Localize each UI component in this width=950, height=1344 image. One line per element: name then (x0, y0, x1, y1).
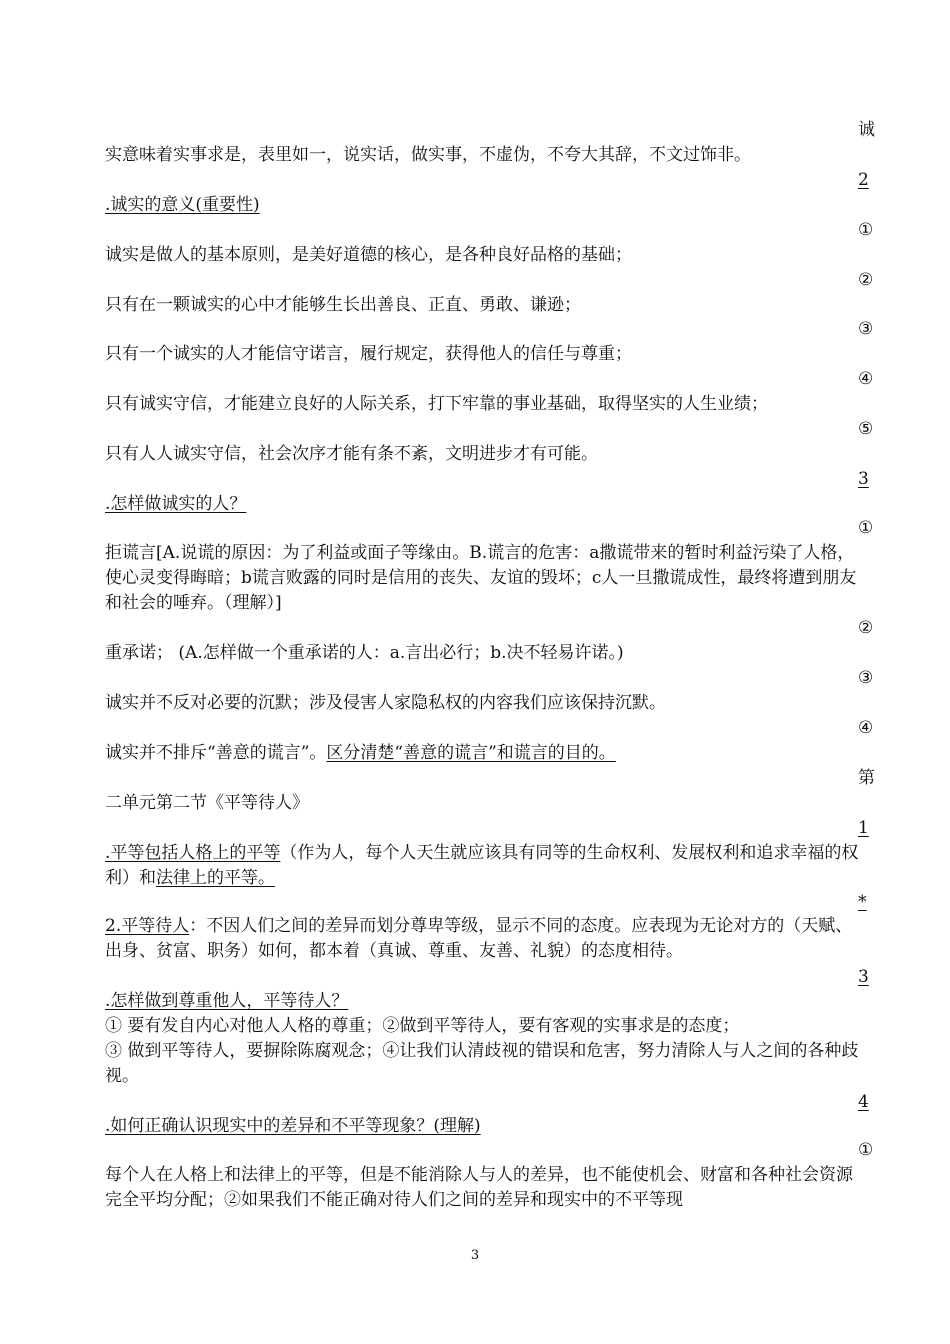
heading-how: .怎样做诚实的人？ (105, 494, 247, 514)
text-segment: 诚实并不排斥“善意的谎言”。 (105, 743, 327, 763)
text-segment-underlined: .平等包括人格上的平等 (105, 843, 281, 863)
margin-char: ① (858, 518, 874, 538)
text-line: ① 要有发自内心对他人人格的尊重；②做到平等待人，要有客观的实事求是的态度； (105, 1016, 740, 1036)
margin-char: 3 (858, 967, 869, 987)
margin-char: 4 (858, 1092, 869, 1112)
text-line: 只有一个诚实的人才能信守诺言，履行规定，获得他人的信任与尊重； (105, 344, 632, 364)
text-segment-underlined: 区分清楚“善意的谎言”和谎言的目的。 (326, 743, 616, 763)
text-line (105, 741, 616, 766)
margin-char: 第 (858, 768, 875, 788)
paragraph-lie: 拒谎言[A.说谎的原因：为了利益或面子等缘由。B.谎言的危害：a撒谎带来的暂时利益污染了人格，使心灵变得晦暗；b谎言败露的同时是信用的丧失、友谊的毁坏；c人一旦撒谎成性，最终将遭到朋友和社会的唾弃。（理解）] (105, 543, 857, 613)
paragraph-diff: 每个人在人格上和法律上的平等，但是不能消除人与人的差异，也不能使机会、财富和各种社会资源完全平均分配；②如果我们不能正确对待人们之间的差异和现实中的不平等现 (105, 1165, 853, 1210)
page-number: 3 (470, 1248, 480, 1263)
heading-meaning: .诚实的意义(重要性) (105, 195, 260, 215)
margin-char: ⑤ (858, 419, 874, 439)
margin-char: ④ (858, 369, 874, 389)
margin-char: ② (858, 270, 874, 290)
margin-char: 2 (858, 170, 869, 190)
text-line: 只有在一颗诚实的心中才能够生长出善良、正直、勇敢、谦逊； (105, 295, 581, 315)
text-segment-underlined: 2.平等待人 (105, 916, 190, 936)
text-segment-underlined: 法律上的平等。 (156, 868, 275, 888)
paragraph-respect: ③ 做到平等待人，要摒除陈腐观念；④让我们认清歧视的错误和危害，努力清除人与人之间的各种歧视。 (105, 1041, 859, 1086)
section-title: 二单元第二节《平等待人》 (105, 793, 309, 813)
margin-char: 3 (858, 469, 869, 489)
text-line: 诚实是做人的基本原则，是美好道德的核心，是各种良好品格的基础； (105, 245, 632, 265)
margin-char: ③ (858, 668, 874, 688)
margin-char: ② (858, 618, 874, 638)
paragraph-treat (105, 914, 860, 964)
margin-char: ① (858, 220, 874, 240)
text-segment: （作为人，每个人天生就应该具有同等的生命权利、发展权利和追求幸福的权利）和 (105, 843, 859, 888)
heading-diff: .如何正确认识现实中的差异和不平等现象？(理解) (105, 1116, 481, 1136)
text-line: 只有人人诚实守信，社会次序才能有条不紊，文明进步才有可能。 (105, 444, 598, 464)
margin-char: * (858, 892, 867, 912)
margin-char: ① (858, 1140, 874, 1160)
heading-respect: .怎样做到尊重他人，平等待人？ (105, 991, 349, 1011)
text-line: 实意味着实事求是，表里如一，说实话，做实事，不虚伪，不夸大其辞，不文过饰非。 (105, 145, 751, 165)
margin-char: ④ (858, 718, 874, 738)
text-segment: ：不因人们之间的差异而划分尊卑等级，显示不同的态度。应表现为无论对方的（天赋、出身、贫富、职务）如何，都本着（真诚、尊重、友善、礼貌）的态度相待。 (105, 916, 853, 961)
margin-char: 诚 (858, 120, 875, 140)
margin-char: 1 (858, 818, 869, 838)
text-line: 重承诺； (A.怎样做一个重承诺的人：a.言出必行；b.决不轻易许诺。) (105, 643, 624, 663)
paragraph-equality (105, 841, 860, 891)
text-line: 只有诚实守信，才能建立良好的人际关系，打下牢靠的事业基础，取得坚实的人生业绩； (105, 394, 768, 414)
margin-char: ③ (858, 319, 874, 339)
text-line: 诚实并不反对必要的沉默；涉及侵害人家隐私权的内容我们应该保持沉默。 (105, 693, 666, 713)
